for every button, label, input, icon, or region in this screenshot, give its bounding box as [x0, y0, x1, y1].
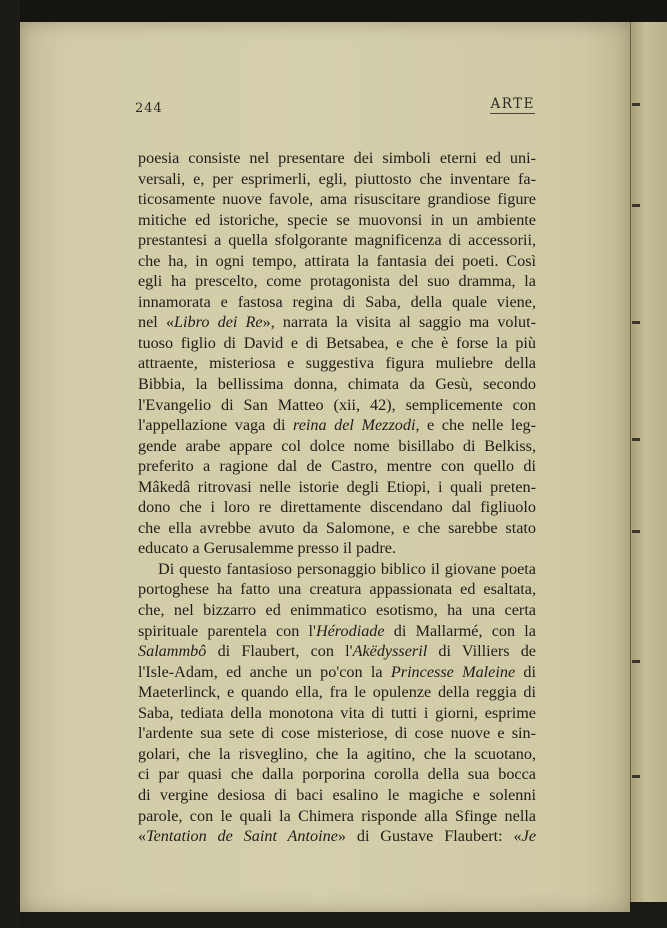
text-run: gende arabe appare col dolce nome bisillabo di Belkiss, — [138, 436, 536, 455]
text-line — [138, 230, 536, 251]
text-line — [138, 518, 536, 539]
text-line — [138, 621, 536, 642]
text-run: nel « — [138, 313, 175, 332]
text-line — [138, 251, 536, 272]
text-line — [138, 148, 536, 169]
text-run: di — [515, 662, 537, 681]
page-number: 244 — [135, 101, 163, 116]
text-line — [138, 374, 536, 395]
text-run: mitiche ed istoriche, specie se muovonsi in un ambiente — [138, 210, 536, 229]
paragraph — [138, 148, 536, 559]
text-run: ticosamente nuove favole, ama risuscitare grandiose figure — [138, 190, 536, 209]
gutter-mark — [632, 438, 640, 441]
gutter-mark — [632, 530, 640, 533]
text-run: » di Gustave Flaubert: « — [337, 827, 522, 846]
text-line — [138, 744, 536, 765]
text-line — [138, 826, 536, 847]
paragraph — [138, 559, 536, 847]
text-run: di Villiers de — [427, 642, 536, 661]
text-run: versali, e, per esprimerli, egli, piuttosto che inventare fa- — [138, 169, 536, 188]
text-line — [138, 477, 536, 498]
text-run: spirituale parentela con l' — [138, 621, 316, 640]
text-run: Mâkedâ ritrovasi nelle istorie degli Etiopi, i quali preten- — [138, 477, 536, 496]
gutter-mark — [632, 660, 640, 663]
gutter-mark — [632, 775, 640, 778]
text-run: tuoso figlio di David e di Betsabea, e che è forse la più — [138, 333, 536, 352]
italic-title: Akëdysseril — [352, 642, 428, 661]
text-run: l'appellazione vaga di — [138, 416, 294, 435]
text-run: egli ha prescelto, come protagonista del suo dramma, la — [138, 272, 536, 291]
text-line — [138, 641, 536, 662]
italic-title: Hérodiade — [315, 621, 385, 640]
text-line — [138, 210, 536, 231]
text-line — [138, 806, 536, 827]
italic-title: Princesse Maleine — [390, 662, 516, 681]
text-line — [138, 353, 536, 374]
text-run: dono che i loro re direttamente discendano dal figliuolo — [138, 498, 536, 517]
text-line — [138, 579, 536, 600]
text-run: l'Evangelio di San Matteo (xii, 42), semplicemente con — [138, 395, 536, 414]
text-run: », narrata la visita al saggio ma volut- — [262, 313, 536, 332]
text-run: Bibbia, la bellissima donna, chimata da Gesù, secondo — [138, 375, 536, 394]
text-run: , e che nelle leg- — [415, 416, 536, 435]
italic-title: reina del Mezzodi — [293, 416, 416, 435]
text-line — [138, 600, 536, 621]
text-run: ci par quasi che dalla porporina corolla della sua bocca — [138, 765, 536, 784]
italic-title: Salammbô — [138, 642, 207, 661]
text-line — [138, 559, 536, 580]
text-run: Maeterlinck, e quando ella, fra le opulenze della reggia di — [138, 683, 536, 702]
text-run: che, nel bizzarro ed enimmatico esotismo, ha una certa — [138, 601, 536, 620]
text-run: golari, che la risveglino, che la agitino, che la scuotano, — [138, 744, 536, 763]
text-run: portoghese ha fatto una creatura appassionata ed esaltata, — [138, 580, 536, 599]
gutter-mark — [632, 103, 640, 106]
text-run: che ella avrebbe avuto da Salomone, e che sarebbe stato — [138, 518, 536, 537]
body-text — [138, 148, 536, 847]
text-run: che ha, in ogni tempo, attirata la fantasia dei poeti. Così — [138, 251, 536, 270]
adjacent-page-edge — [630, 22, 667, 902]
text-line — [138, 312, 536, 333]
text-line — [138, 292, 536, 313]
text-run: educato a Gerusalemme presso il padre. — [138, 539, 396, 558]
text-run: parole, con le quali la Chimera risponde alla Sfinge nella — [138, 806, 536, 825]
text-line — [138, 662, 536, 683]
text-line — [138, 785, 536, 806]
italic-title: Je — [521, 827, 537, 846]
text-run: di vergine desiosa di baci esalino le magiche e solenni — [138, 785, 536, 804]
text-run: Di questo fantasioso personaggio biblico il giovane poeta — [158, 559, 536, 578]
text-run: « — [138, 827, 147, 846]
italic-title: Libro dei Re — [174, 313, 263, 332]
scan-background-top — [0, 0, 667, 22]
text-line — [138, 333, 536, 354]
text-line — [138, 169, 536, 190]
text-run: poesia consiste nel presentare dei simboli eterni ed uni- — [138, 149, 536, 167]
text-run: di Flaubert, con l' — [206, 642, 353, 661]
text-line — [138, 415, 536, 436]
text-run: innamorata e fastosa regina di Saba, della quale viene, — [138, 292, 536, 311]
running-head: ARTE — [490, 96, 535, 112]
text-line — [138, 682, 536, 703]
gutter-mark — [632, 204, 640, 207]
text-line — [138, 723, 536, 744]
scan-background-left — [0, 0, 20, 928]
text-line — [138, 189, 536, 210]
text-line — [138, 456, 536, 477]
text-run: attraente, misteriosa e suggestiva figura muliebre della — [138, 354, 536, 373]
text-run: preferito a ragione dal de Castro, mentre con quello di — [138, 457, 536, 476]
text-line — [138, 703, 536, 724]
text-line — [138, 271, 536, 292]
gutter-mark — [632, 321, 640, 324]
text-run: l'ardente sua sete di cose misteriose, di cose nuove e sin- — [138, 724, 536, 743]
text-line — [138, 538, 536, 559]
text-run: di Mallarmé, con la — [384, 621, 536, 640]
italic-title: Tentation de Saint Antoine — [146, 827, 338, 846]
text-run: prestantesi a quella sfolgorante magnificenza di accessorii, — [138, 231, 536, 250]
text-line — [138, 395, 536, 416]
text-run: l'Isle-Adam, ed anche un po'con la — [138, 662, 391, 681]
text-line — [138, 436, 536, 457]
text-line — [138, 497, 536, 518]
text-run: Saba, tediata della monotona vita di tutti i giorni, esprime — [138, 703, 536, 722]
text-line — [138, 764, 536, 785]
